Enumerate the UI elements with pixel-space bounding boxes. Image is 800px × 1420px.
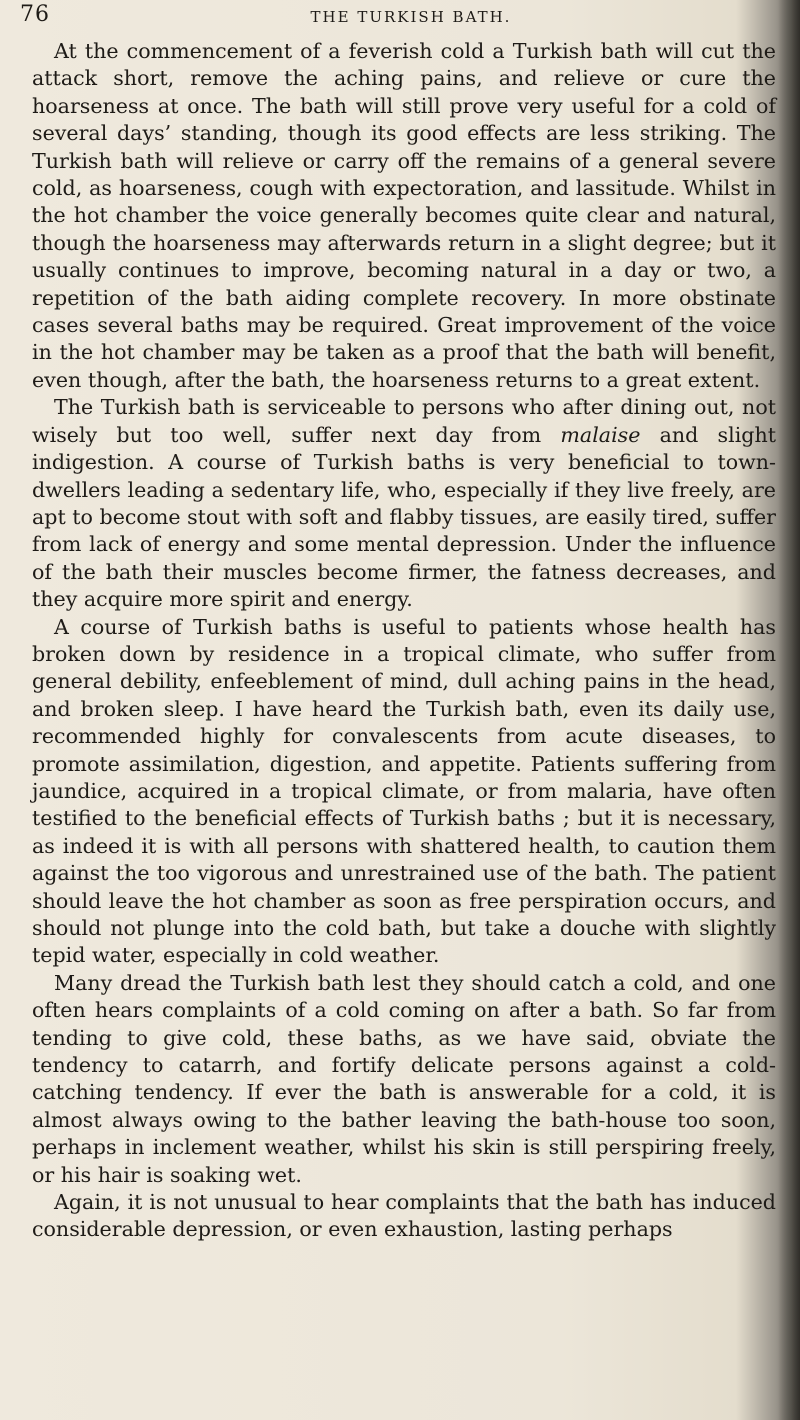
- body-text: [32, 38, 776, 1244]
- paragraph-2: [32, 394, 776, 613]
- paragraph-2-part-1: The Turkish bath is serviceable to persons who after dining out, not wisely but too well, suffer next day from: [32, 395, 776, 447]
- running-head: THE TURKISH BATH.: [310, 8, 512, 26]
- paragraph-1: At the commencement of a feverish cold a Turkish bath will cut the attack short, remove the aching pains, and relieve or cure the hoarseness at once. The bath will still prove very useful for a cold of several days’ standing, though its good effects are less striking. The Turkish bath will relieve or carry off the remains of a general severe cold, as hoarseness, cough with expectoration, and lassitude. Whilst in the hot chamber the voice generally becomes quite clear and natural, though the hoarseness may afterwards return in a slight degree; but it usually continues to improve, becoming natural in a day or two, a repetition of the bath aiding complete recovery. In more obstinate cases several baths may be required. Great improvement of the voice in the hot chamber may be taken as a proof that the bath will benefit, even though, after the bath, the hoarseness returns to a great extent.: [32, 39, 776, 392]
- italic-term: malaise: [560, 422, 641, 447]
- paragraph-5: Again, it is not unusual to hear complaints that the bath has induced considerable depression, or even exhaustion, lasting perhaps: [32, 1190, 776, 1242]
- paragraph-4: Many dread the Turkish bath lest they should catch a cold, and one often hears complaints of a cold coming on after a bath. So far from tending to give cold, these baths, as we have said, obviate the tendency to catarrh, and fortify delicate persons against a cold-catching tendency. If ever the bath is answerable for a cold, it is almost always owing to the bather leaving the bath-house too soon, perhaps in inclement weather, whilst his skin is still perspiring freely, or his hair is soaking wet.: [32, 970, 776, 1187]
- paragraph-3: A course of Turkish baths is useful to patients whose health has broken down by residence in a tropical climate, who suffer from general debility, enfeeblement of mind, dull aching pains in the head, and broken sleep. I have heard the Turkish bath, even its daily use, recommended highly for convalescents from acute diseases, to promote assimilation, digestion, and appetite. Patients suffering from jaundice, acquired in a tropical climate, or from malaria, have often testified to the beneficial effects of Turkish baths ; but it is necessary, as indeed it is with all persons with shattered health, to caution them against the too vigorous and unrestrained use of the bath. The patient should leave the hot chamber as soon as free perspiration occurs, and should not plunge into the cold bath, but take a douche with slightly tepid water, especially in cold weather.: [32, 614, 776, 968]
- page-edge-shadow: [778, 0, 800, 1420]
- paragraph-2-part-2: and slight indigestion. A course of Turkish baths is very beneficial to town-dwellers leading a sedentary life, who, especially if they live freely, are apt to become stout with soft and flabby tissues, are easily tired, suffer from lack of energy and some mental depression. Under the influence of the bath their muscles become firmer, the fatness decreases, and they acquire more spirit and energy.: [32, 422, 776, 612]
- page-number: 76: [20, 2, 50, 27]
